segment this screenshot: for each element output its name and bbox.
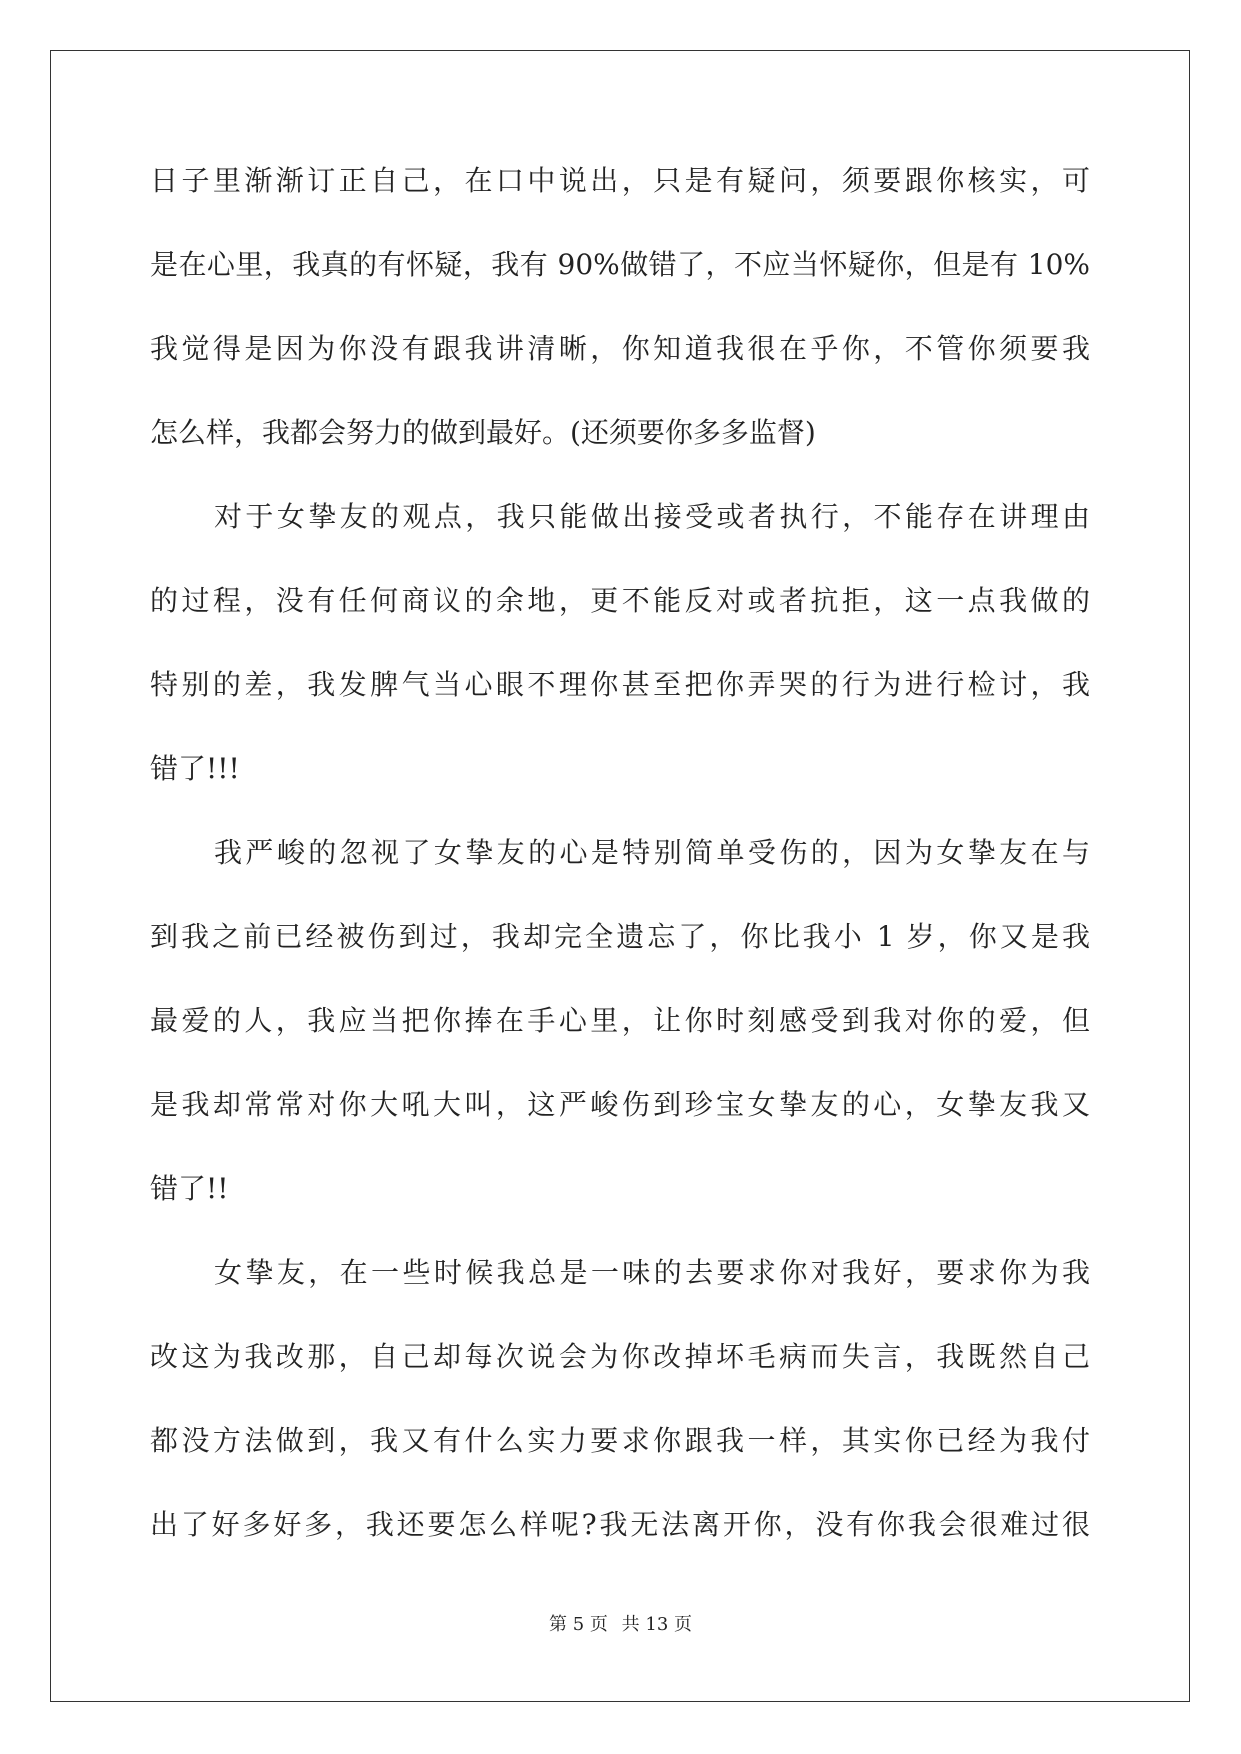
text-line: 的过程，没有任何商议的余地，更不能反对或者抗拒，这一点我做的 (150, 584, 1090, 617)
text-line: 我觉得是因为你没有跟我讲清晰，你知道我很在乎你，不管你须要我 (150, 332, 1090, 365)
page-footer (0, 1610, 1241, 1636)
text-line: 改这为我改那，自己却每次说会为你改掉坏毛病而失言，我既然自己 (150, 1340, 1090, 1373)
text-line: 到我之前已经被伤到过，我却完全遗忘了，你比我小 1 岁，你又是我 (150, 920, 1090, 953)
text-line: 特别的差，我发脾气当心眼不理你甚至把你弄哭的行为进行检讨，我 (150, 668, 1090, 701)
text-line: 错了!!! (150, 752, 240, 785)
document-body (150, 160, 1090, 1588)
text-line: 我严峻的忽视了女挚友的心是特别简单受伤的，因为女挚友在与 (214, 836, 1090, 869)
text-line: 是在心里，我真的有怀疑，我有 90%做错了，不应当怀疑你，但是有 10% (150, 248, 1090, 281)
page-total: 共 13 页 (621, 1614, 692, 1635)
text-line: 出了好多好多，我还要怎么样呢?我无法离开你，没有你我会很难过很 (150, 1508, 1090, 1541)
text-line: 最爱的人，我应当把你捧在手心里，让你时刻感受到我对你的爱，但 (150, 1004, 1090, 1037)
text-line: 都没方法做到，我又有什么实力要求你跟我一样，其实你已经为我付 (150, 1424, 1090, 1457)
page-number: 第 5 页 (549, 1614, 608, 1635)
text-line: 是我却常常对你大吼大叫，这严峻伤到珍宝女挚友的心，女挚友我又 (150, 1088, 1090, 1121)
text-line: 错了!! (150, 1172, 229, 1205)
text-line: 对于女挚友的观点，我只能做出接受或者执行，不能存在讲理由 (214, 500, 1090, 533)
text-line: 怎么样，我都会努力的做到最好。(还须要你多多监督) (150, 416, 816, 449)
text-line: 女挚友，在一些时候我总是一味的去要求你对我好，要求你为我 (214, 1256, 1090, 1289)
text-line: 日子里渐渐订正自己，在口中说出，只是有疑问，须要跟你核实，可 (150, 164, 1090, 197)
